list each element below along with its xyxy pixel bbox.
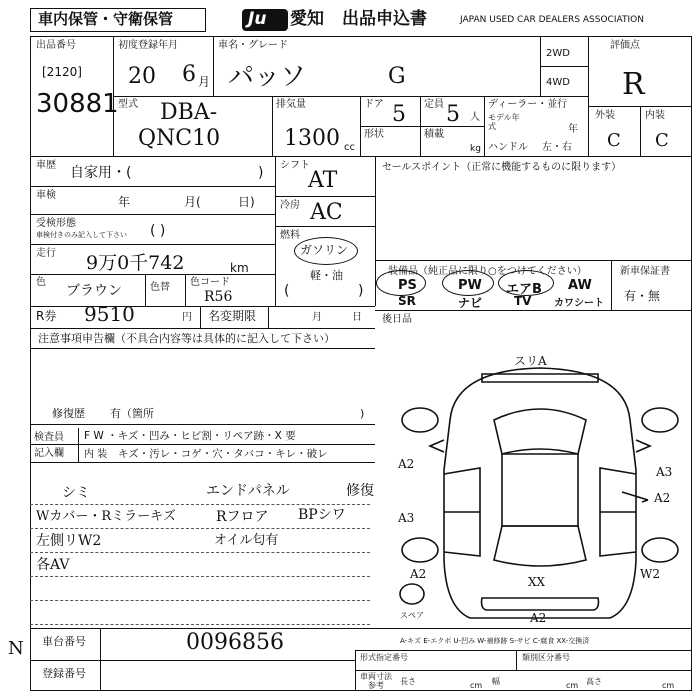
recycle-value: 9510: [84, 302, 135, 326]
capacity-unit: 人: [470, 112, 480, 123]
capacity-label: 定員: [424, 99, 444, 110]
inspector-label2: 記入欄: [34, 448, 64, 459]
inspection-form-paren: ( ): [150, 223, 166, 239]
model-line2: QNC10: [138, 126, 221, 151]
diagram-legend: A-キズ E-エクボ U-凹み W-補修跡 S-サビ C-腐食 XX-交換済: [400, 637, 590, 645]
score-label: 評価点: [610, 40, 640, 51]
fuel-option: 軽・油: [310, 269, 343, 282]
lot-label: 出品番号: [36, 40, 76, 51]
inspector-row1: F W ・キズ・凹み・ヒビ割・リペア跡・X 要: [84, 430, 296, 442]
mileage-unit: km: [230, 261, 249, 275]
interior-score: C: [655, 130, 669, 151]
doors-label: ドア: [364, 99, 384, 110]
equip-aw: AW: [568, 278, 592, 293]
inspection-day-unit: 日): [238, 195, 255, 209]
width-label: 幅: [492, 677, 500, 686]
car-name: パッソ: [228, 62, 307, 92]
chassis-label: 車台番号: [42, 635, 86, 648]
inspection-year-unit: 年: [118, 195, 131, 209]
equip-tv: TV: [514, 294, 532, 308]
displacement-value: 1300: [284, 126, 340, 151]
repair-value: 有（箇所: [110, 407, 154, 420]
handle-options: 左・右: [542, 142, 572, 153]
interior-label: 内装: [645, 110, 665, 121]
association-name: JAPAN USED CAR DEALERS ASSOCIATION: [460, 15, 644, 25]
equip-airbag: エアB: [506, 282, 542, 297]
fuel-paren-close: ): [358, 283, 364, 299]
mark-left-wheel: A2: [410, 567, 427, 581]
storage-label: 車内保管・守衛保管: [38, 10, 174, 28]
displacement-label: 排気量: [276, 99, 306, 110]
inspection-label: 車検: [36, 190, 56, 201]
fuel-label: 燃料: [280, 230, 300, 241]
comment-bp: BPシワ: [298, 507, 346, 523]
equip-seat: カワシート: [554, 298, 604, 309]
warranty-label: 新車保証書: [620, 266, 670, 277]
mark-right-wheel: W2: [640, 567, 660, 581]
notes-label: 注意事項申告欄（不具合内容等は具体的に記入して下さい）: [38, 332, 335, 345]
car-diagram: [390, 350, 690, 650]
registration-month-unit: 月: [198, 75, 211, 89]
handle-label: ハンドル: [488, 142, 528, 153]
model-year-unit: 年: [568, 124, 578, 135]
mark-left-front: A2: [398, 457, 415, 471]
capacity-value: 5: [446, 102, 460, 127]
mark-rear-bumper: A2: [530, 611, 547, 625]
inspector-label: 検査員: [34, 432, 64, 443]
history-close: ): [258, 165, 264, 181]
color-label: 色: [36, 277, 46, 288]
displacement-unit: cc: [344, 142, 355, 153]
size-label: 車両寸法: [360, 672, 392, 681]
model-label: 型式: [118, 99, 138, 110]
equip-pw: PW: [458, 278, 482, 293]
load-label: 積載: [424, 129, 444, 140]
shift-label: シフト: [280, 160, 310, 171]
car-grade: G: [388, 64, 406, 89]
load-unit: kg: [470, 144, 481, 154]
height-label: 高さ: [586, 677, 602, 686]
warranty-options: 有・無: [624, 289, 661, 303]
mileage-label: 走行: [36, 248, 56, 259]
history-label: 車歴: [36, 160, 56, 171]
size-ref-label: 参考: [368, 681, 384, 690]
comment-left: 左側リW2: [36, 533, 102, 549]
expiry-label: 名変期限: [208, 309, 257, 323]
mark-front-bumper: スリA: [514, 354, 547, 368]
comment-rfloor: Rフロア: [216, 509, 269, 525]
model-year-label: モデル年式: [488, 113, 520, 131]
mark-right-door: A2: [654, 491, 671, 505]
drive-2wd: 2WD: [546, 48, 570, 59]
repair-close: ): [360, 407, 365, 420]
recycle-label: R券: [36, 309, 57, 323]
repair-label: 修復歴: [52, 407, 85, 420]
aircon-label: 冷房: [280, 200, 300, 211]
inspector-row2-head: 内 装: [84, 449, 108, 460]
height-unit: cm: [662, 681, 675, 690]
ju-logo-text: Ju: [248, 9, 267, 29]
reg-number-label: 登録番号: [42, 667, 86, 680]
lot-sub-number: [2120]: [42, 65, 82, 79]
after-install-label: 後日品: [382, 314, 412, 325]
expiry-day: 日: [352, 312, 362, 323]
expiry-month: 月: [312, 312, 322, 323]
chassis-number: 0096856: [186, 630, 284, 655]
equip-navi: ナビ: [458, 296, 483, 310]
color-code: R56: [204, 289, 233, 305]
mark-right-front: A3: [656, 465, 673, 479]
color-value: ブラウン: [66, 283, 122, 299]
dealer-label: ディーラー・並行: [488, 99, 568, 110]
inspection-form-label: 受検形態: [36, 218, 76, 229]
length-unit: cm: [470, 681, 483, 690]
recycle-unit: 円: [182, 312, 192, 323]
spare-label: スペア: [400, 611, 424, 620]
fuel-paren-open: (: [284, 283, 290, 299]
drive-4wd: 4WD: [546, 77, 570, 88]
inspection-month-unit: 月(: [184, 195, 201, 209]
inspector-row2: キズ・汚レ・コゲ・穴・タバコ・キレ・破レ: [118, 448, 328, 460]
sales-point-label: セールスポイント（正常に機能するものに限ります）: [382, 162, 622, 173]
registration-label: 初度登録年月: [118, 40, 178, 51]
length-label: 長さ: [400, 677, 416, 686]
comment-oil: オイル匂有: [214, 533, 279, 548]
exterior-score: C: [607, 130, 621, 151]
pw-circle: [442, 270, 494, 296]
lot-number: 30881: [36, 89, 119, 119]
mark-left-rear: A3: [398, 511, 415, 525]
org-name: 愛知: [290, 9, 324, 29]
comment-repair: 修復: [346, 483, 374, 499]
inspection-form-note: 車検付きのみ記入して下さい: [36, 231, 127, 239]
mileage-value: 9万0千742: [86, 252, 185, 274]
color-code-label: 色コード: [190, 277, 230, 288]
comment-shimi: シミ: [62, 485, 90, 501]
corner-mark: N: [8, 638, 24, 659]
class-number-label: 類別区分番号: [522, 653, 570, 662]
type-number-label: 形式指定番号: [360, 653, 408, 662]
shift-value: AT: [308, 168, 338, 193]
equipment-label: 装備品（純正品に限り○をつけてください）: [388, 266, 587, 277]
model-line1: DBA-: [160, 100, 218, 125]
registration-month: 6: [182, 62, 196, 87]
aircon-value: AC: [310, 200, 343, 225]
equip-ps: PS: [398, 278, 417, 293]
comment-endpanel: エンドパネル: [206, 483, 290, 499]
comment-cover: Wカバー・Rミラーキズ: [36, 509, 176, 524]
doors-value: 5: [392, 102, 406, 127]
registration-year: 20: [128, 64, 156, 89]
fuel-value: ガソリン: [300, 243, 349, 257]
shape-label: 形状: [364, 129, 384, 140]
sheet-title: 出品申込書: [342, 9, 427, 29]
color-change-label: 色替: [150, 282, 170, 293]
equip-sr: SR: [398, 294, 416, 308]
history-value: 自家用・(: [70, 165, 132, 181]
ps-circle: [376, 270, 426, 296]
comment-av: 各AV: [36, 557, 70, 573]
mark-rear-exchange: XX: [528, 575, 546, 589]
score-value: R: [622, 67, 645, 102]
car-name-label: 車名・グレード: [218, 40, 288, 51]
exterior-label: 外装: [595, 110, 615, 121]
airbag-circle: [498, 270, 554, 296]
width-unit: cm: [566, 681, 579, 690]
